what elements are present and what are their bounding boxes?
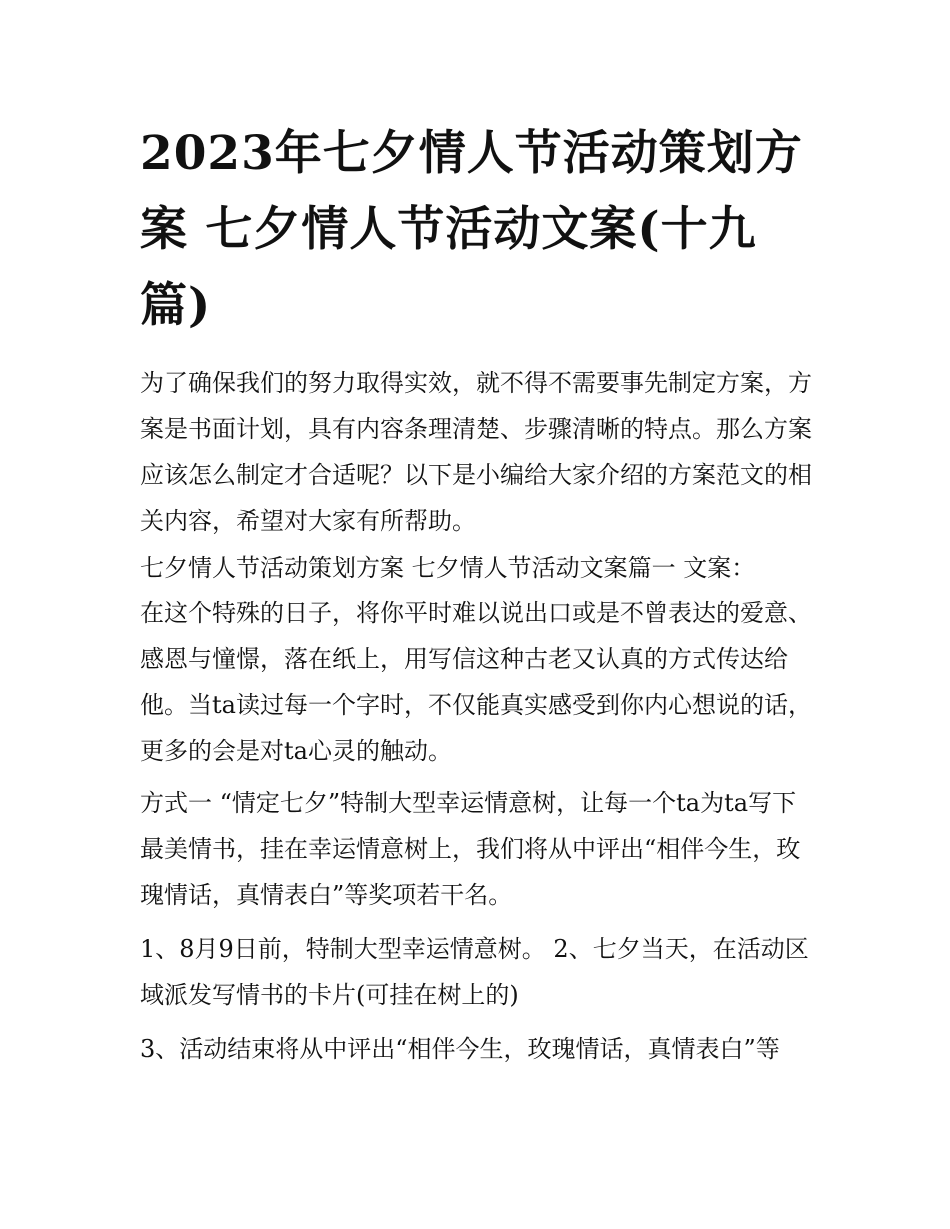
body-paragraph: 在这个特殊的日子，将你平时难以说出口或是不曾表达的爱意、感恩与憧憬，落在纸上，用写信这种古老又认真的方式传达给他。当ta读过每一个字时，不仅能真实感受到你内心想说的话，更多的会是对ta心灵的触动。: [140, 599, 812, 765]
document-title: 2023年七夕情人节活动策划方案 七夕情人节活动文案(十九篇): [140, 126, 803, 333]
steps-paragraph: 1、8月9日前，特制大型幸运情意树。 2、七夕当天，在活动区域派发写情书的卡片(可挂在树上的): [140, 935, 809, 1009]
intro-paragraph: 为了确保我们的努力取得实效，就不得不需要事先制定方案，方案是书面计划，具有内容条理清楚、步骤清晰的特点。那么方案应该怎么制定才合适呢？以下是小编给大家介绍的方案范文的相关内容，希望对大家有所帮助。: [140, 369, 812, 535]
method-paragraph: 方式一 “情定七夕”特制大型幸运情意树，让每一个ta为ta写下最美情书，挂在幸运情意树上，我们将从中评出“相伴今生，玫瑰情话，真情表白”等奖项若干名。: [140, 789, 801, 909]
section-heading: 七夕情人节活动策划方案 七夕情人节活动文案篇一 文案：: [140, 554, 756, 582]
step-three-paragraph: 3、活动结束将从中评出“相伴今生，玫瑰情话，真情表白”等: [140, 1035, 780, 1063]
document-page: [140, 116, 820, 1072]
